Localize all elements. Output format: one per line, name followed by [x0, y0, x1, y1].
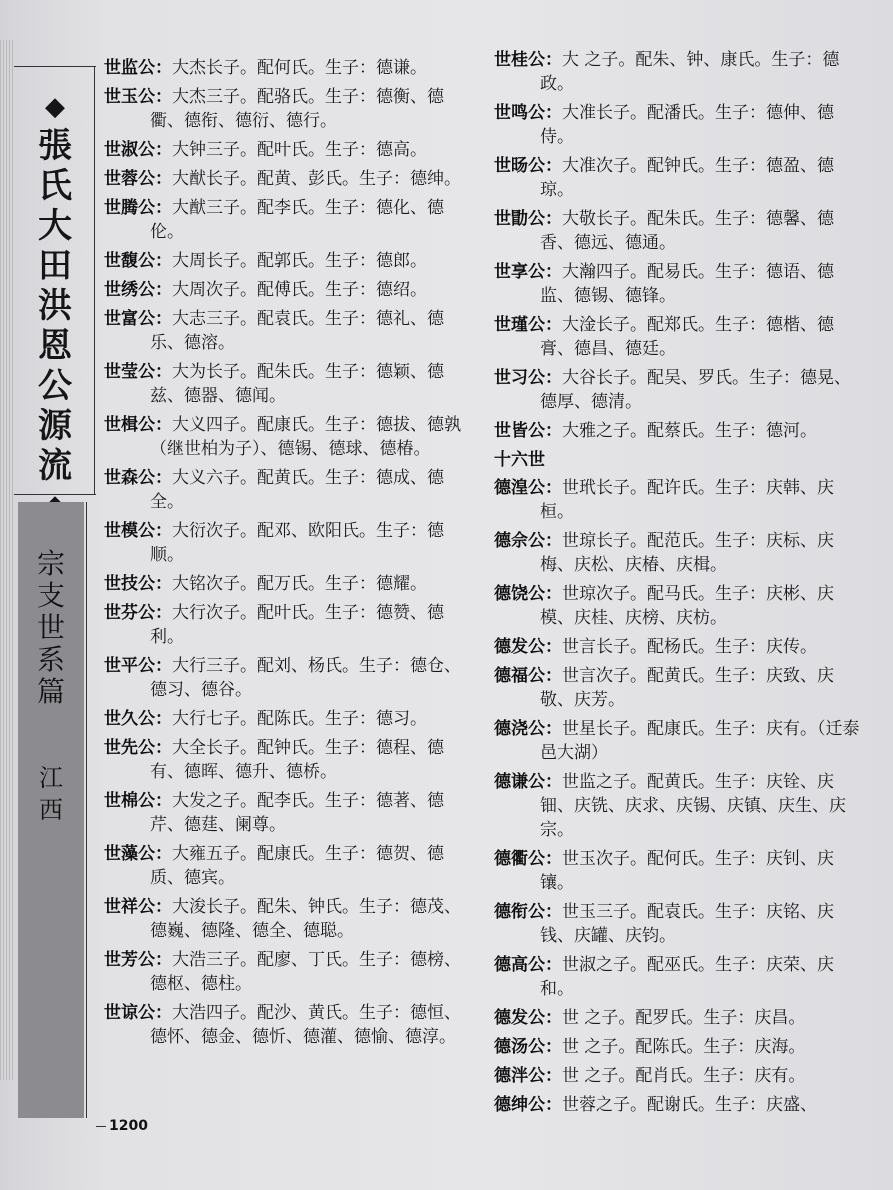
genealogy-entry — [494, 664, 866, 712]
genealogy-entry — [104, 138, 466, 162]
entry-text: 大雍五子。配康氏。生子：德贺、德质、德宾。 — [150, 844, 444, 888]
entry-text: 大准长子。配潘氏。生子：德伸、德侍。 — [540, 103, 834, 147]
entry-name: 世先公： — [104, 738, 172, 758]
page-number-area — [96, 1118, 148, 1134]
page-stack-edge — [0, 40, 14, 1080]
entry-text: 大浩四子。配沙、黄氏。生子：德恒、德怀、德金、德忻、德灌、德愉、德淳。 — [150, 1003, 461, 1047]
genealogy-entry — [104, 466, 466, 514]
entry-name: 德谦公： — [494, 772, 562, 792]
genealogy-entry — [104, 249, 466, 273]
entry-text: 世琼长子。配范氏。生子：庆标、庆梅、庆松、庆椿、庆楫。 — [540, 531, 834, 575]
genealogy-entry — [104, 789, 466, 837]
entry-name: 世久公： — [104, 709, 172, 729]
entry-text: 大志三子。配袁氏。生子：德礼、德乐、德溶。 — [150, 309, 444, 353]
entry-name: 世玉公： — [104, 87, 172, 107]
page-number-bar — [96, 1126, 106, 1127]
entry-text: 大雅之子。配蔡氏。生子：德河。 — [562, 421, 817, 441]
genealogy-entry — [494, 529, 866, 577]
entry-name: 德绅公： — [494, 1095, 562, 1115]
entry-text: 大浩三子。配廖、丁氏。生子：德榜、德枢、德柱。 — [150, 950, 461, 994]
entry-name: 世芬公： — [104, 603, 172, 623]
entry-name: 世芳公： — [104, 950, 172, 970]
entry-text: 世 之子。配罗氏。生子：庆昌。 — [562, 1008, 806, 1028]
diamond-icon: ◆ — [45, 92, 65, 122]
entry-name: 世腾公： — [104, 198, 172, 218]
genealogy-entry — [104, 654, 466, 702]
entry-text: 世监之子。配黄氏。生子：庆铨、庆钿、庆铣、庆求、庆锡、庆镇、庆生、庆宗。 — [540, 772, 846, 840]
entry-name: 世习公： — [494, 368, 562, 388]
entry-text: 大敬长子。配朱氏。生子：德馨、德香、德远、德通。 — [540, 209, 834, 253]
entry-text: 大行三子。配刘、杨氏。生子：德仓、德习、德谷。 — [150, 656, 461, 700]
entry-text: 大猷三子。配李氏。生子：德化、德伦。 — [150, 198, 444, 242]
genealogy-entry — [494, 260, 866, 308]
entry-name: 德汤公： — [494, 1037, 562, 1057]
genealogy-entry — [104, 707, 466, 731]
entry-text: 世蓉之子。配谢氏。生子：庆盛、 — [562, 1095, 817, 1115]
genealogy-entry — [104, 278, 466, 302]
genealogy-entry — [494, 101, 866, 149]
title-char: 源 — [38, 406, 72, 446]
region-label — [22, 762, 80, 826]
genealogy-entry — [104, 736, 466, 784]
entry-text: 大义四子。配康氏。生子：德拔、德孰（继世柏为子）、德锡、德球、德椿。 — [150, 415, 461, 459]
entry-name: 世蓉公： — [104, 169, 172, 189]
entry-text: 世玳长子。配许氏。生子：庆韩、庆桓。 — [540, 478, 834, 522]
entry-name: 世旸公： — [494, 156, 562, 176]
genealogy-entry — [104, 196, 466, 244]
entry-text: 大浚长子。配朱、钟氏。生子：德茂、德巍、德隆、德全、德聪。 — [150, 897, 461, 941]
entry-text: 大为长子。配朱氏。生子：德颖、德兹、德器、德闻。 — [150, 362, 444, 406]
top-rule — [14, 66, 96, 67]
entry-name: 德发公： — [494, 1008, 562, 1028]
entry-name: 德衔公： — [494, 902, 562, 922]
genealogy-entry — [494, 207, 866, 255]
entry-text: 大钟三子。配叶氏。生子：德高。 — [172, 140, 427, 160]
title-char: 流 — [38, 446, 72, 486]
title-char: 恩 — [38, 326, 72, 366]
entry-name: 德浇公： — [494, 719, 562, 739]
entry-text: 大周次子。配傅氏。生子：德绍。 — [172, 280, 427, 300]
genealogy-entry — [494, 1006, 866, 1030]
entry-name: 世桂公： — [494, 50, 562, 70]
genealogy-entry — [494, 419, 866, 443]
title-char: 大 — [38, 206, 72, 246]
genealogy-entry — [104, 56, 466, 80]
entry-name: 世绣公： — [104, 280, 172, 300]
section-title — [22, 548, 80, 708]
entry-name: 世莹公： — [104, 362, 172, 382]
entry-name: 世富公： — [104, 309, 172, 329]
entry-name: 德佘公： — [494, 531, 562, 551]
section-char: 世 — [36, 611, 65, 644]
title-char: 氏 — [38, 166, 72, 206]
entry-name: 世监公： — [104, 58, 172, 78]
entry-text: 大铭次子。配万氏。生子：德耀。 — [172, 574, 427, 594]
title-char: 洪 — [38, 286, 72, 326]
entry-name: 世鸣公： — [494, 103, 562, 123]
region-char: 西 — [39, 796, 63, 824]
book-title — [22, 92, 88, 500]
entry-name: 世楫公： — [104, 415, 172, 435]
entry-text: 大谷长子。配吴、罗氏。生子：德晃、德厚、德清。 — [540, 368, 851, 412]
entry-text: 大全长子。配钟氏。生子：德程、德有、德晖、德升、德桥。 — [150, 738, 444, 782]
section-char: 系 — [36, 643, 65, 676]
entry-name: 德发公： — [494, 637, 562, 657]
genealogy-entry — [104, 895, 466, 943]
entry-text: 世淑之子。配巫氏。生子：庆荣、庆和。 — [540, 955, 834, 999]
genealogy-entry — [494, 953, 866, 1001]
title-divider — [94, 66, 95, 494]
entry-name: 世平公： — [104, 656, 172, 676]
entry-text: 大杰长子。配何氏。生子：德谦。 — [172, 58, 427, 78]
genealogy-entry — [494, 48, 866, 96]
title-char: 田 — [38, 246, 72, 286]
entry-name: 世模公： — [104, 521, 172, 541]
entry-text: 世言长子。配杨氏。生子：庆传。 — [562, 637, 817, 657]
entry-text: 大 之子。配朱、钟、康氏。生子：德政。 — [540, 50, 840, 94]
entry-name: 世藻公： — [104, 844, 172, 864]
genealogy-entry — [104, 167, 466, 191]
entry-text: 世星长子。配康氏。生子：庆有。（迁泰邑大湖） — [540, 719, 860, 763]
genealogy-entry — [104, 413, 466, 461]
genealogy-entry — [104, 572, 466, 596]
entry-name: 世棉公： — [104, 791, 172, 811]
entry-name: 德衢公： — [494, 849, 562, 869]
entry-text: 大行次子。配叶氏。生子：德赞、德利。 — [150, 603, 444, 647]
genealogy-entry — [494, 313, 866, 361]
genealogy-entry — [104, 519, 466, 567]
entry-text: 大行七子。配陈氏。生子：德习。 — [172, 709, 427, 729]
entry-name: 世馥公： — [104, 251, 172, 271]
entry-text: 大杰三子。配骆氏。生子：德衡、德衢、德衔、德衍、德行。 — [150, 87, 444, 131]
entry-text: 世玉三子。配袁氏。生子：庆铭、庆钱、庆罐、庆钧。 — [540, 902, 834, 946]
genealogy-entry — [104, 85, 466, 133]
entry-name: 世技公： — [104, 574, 172, 594]
genealogy-entry — [104, 948, 466, 996]
genealogy-entry — [104, 307, 466, 355]
entry-name: 德高公： — [494, 955, 562, 975]
entry-text: 大义六子。配黄氏。生子：德成、德全。 — [150, 468, 444, 512]
region-char: 江 — [39, 764, 63, 792]
genealogy-entry — [494, 635, 866, 659]
genealogy-entry — [494, 1093, 866, 1117]
genealogy-entry — [104, 601, 466, 649]
entry-text: 世言次子。配黄氏。生子：庆致、庆敬、庆芳。 — [540, 666, 834, 710]
entry-text: 大准次子。配钟氏。生子：德盈、德琼。 — [540, 156, 834, 200]
genealogy-entry — [494, 366, 866, 414]
entry-text: 大发之子。配李氏。生子：德著、德芹、德莛、阑尊。 — [150, 791, 444, 835]
entry-text: 世 之子。配陈氏。生子：庆海。 — [562, 1037, 806, 1057]
entry-name: 德泮公： — [494, 1066, 562, 1086]
entry-name: 世谅公： — [104, 1003, 172, 1023]
left-column — [104, 56, 466, 1054]
page-number: 1200 — [109, 1118, 148, 1134]
entry-text: 大淦长子。配郑氏。生子：德楷、德膏、德昌、德廷。 — [540, 315, 834, 359]
genealogy-entry — [494, 1064, 866, 1088]
entry-text: 大猷长子。配黄、彭氏。生子：德绅。 — [172, 169, 461, 189]
entry-name: 世淑公： — [104, 140, 172, 160]
right-column — [494, 48, 866, 1122]
entry-text: 世 之子。配肖氏。生子：庆有。 — [562, 1066, 806, 1086]
entry-text: 大瀚四子。配易氏。生子：德语、德监、德锡、德锋。 — [540, 262, 834, 306]
entry-name: 世享公： — [494, 262, 562, 282]
entry-name: 德饶公： — [494, 584, 562, 604]
entry-name: 德福公： — [494, 666, 562, 686]
entry-name: 世勖公： — [494, 209, 562, 229]
entry-text: 世玉次子。配何氏。生子：庆钊、庆镶。 — [540, 849, 834, 893]
genealogy-entry — [494, 770, 866, 842]
entry-name: 世瑾公： — [494, 315, 562, 335]
entry-text: 大衍次子。配邓、欧阳氏。生子：德顺。 — [150, 521, 444, 565]
title-char: 張 — [38, 126, 72, 166]
genealogy-entry — [104, 360, 466, 408]
entry-name: 世皆公： — [494, 421, 562, 441]
title-char: 公 — [38, 366, 72, 406]
genealogy-entry — [494, 476, 866, 524]
section-char: 篇 — [36, 675, 65, 708]
genealogy-entry — [494, 154, 866, 202]
genealogy-entry — [494, 1035, 866, 1059]
section-char: 支 — [36, 579, 65, 612]
genealogy-entry — [104, 1001, 466, 1049]
entry-text: 大周长子。配郭氏。生子：德郎。 — [172, 251, 427, 271]
genealogy-entry — [494, 900, 866, 948]
genealogy-entry — [104, 842, 466, 890]
section-char: 宗 — [36, 547, 65, 580]
genealogy-entry — [494, 717, 866, 765]
panel-divider — [86, 502, 87, 1118]
generation-header: 十六世 — [494, 450, 545, 470]
entry-name: 世森公： — [104, 468, 172, 488]
entry-name: 德湟公： — [494, 478, 562, 498]
entry-text: 世琼次子。配马氏。生子：庆彬、庆模、庆桂、庆榜、庆枋。 — [540, 584, 834, 628]
genealogy-entry — [494, 847, 866, 895]
genealogy-entry — [494, 582, 866, 630]
entry-name: 世祥公： — [104, 897, 172, 917]
